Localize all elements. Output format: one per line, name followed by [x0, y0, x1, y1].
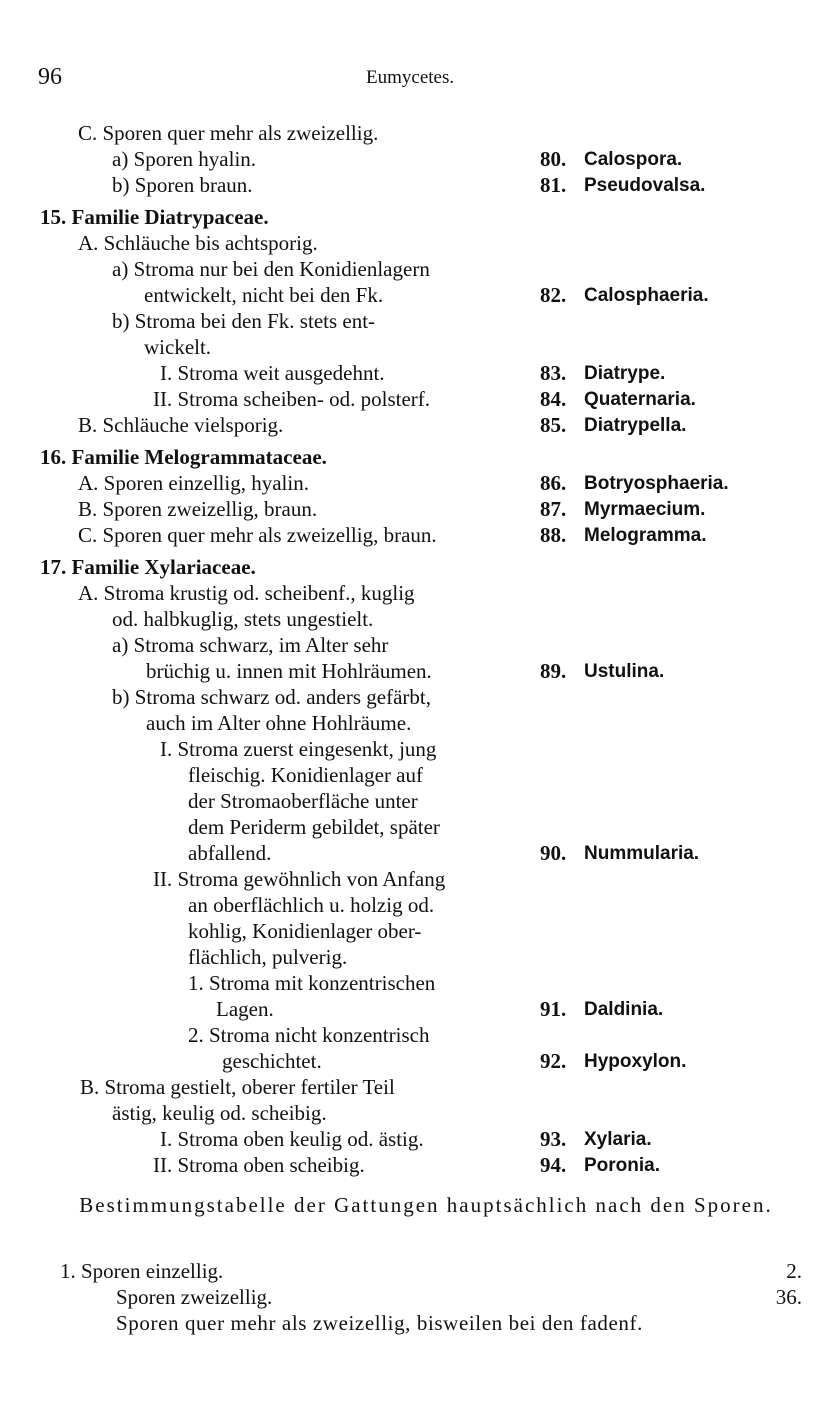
genus-number: 80.	[540, 147, 567, 171]
genus-number: 82.	[540, 283, 567, 307]
table-line: Sporen zweizellig.	[116, 1285, 273, 1309]
key-line: II. Stroma oben scheibig.	[153, 1153, 365, 1177]
genus-name: Myrmaecium.	[584, 499, 706, 520]
genus-name: Calosphaeria.	[584, 285, 709, 306]
key-line: B. Sporen zweizellig, braun.	[78, 497, 318, 521]
running-head: Eumycetes.	[366, 67, 455, 88]
genus-name: Nummularia.	[584, 843, 700, 864]
key-line: entwickelt, nicht bei den Fk.	[144, 283, 384, 307]
key-line: an oberflächlich u. holzig od.	[188, 893, 435, 917]
genus-number: 91.	[540, 997, 567, 1021]
key-line: b) Sporen braun.	[112, 173, 253, 197]
genus-name: Diatrypella.	[584, 415, 687, 436]
genus-number: 93.	[540, 1127, 567, 1151]
family-heading: 16. Familie Melogrammataceae.	[40, 445, 327, 469]
genus-name: Daldinia.	[584, 999, 664, 1020]
key-line: fleischig. Konidienlager auf	[188, 763, 423, 787]
key-line: I. Stroma oben keulig od. ästig.	[160, 1127, 424, 1151]
key-line: flächlich, pulverig.	[188, 945, 348, 969]
key-line: der Stromaoberfläche unter	[188, 789, 418, 813]
key-line: auch im Alter ohne Hohlräume.	[146, 711, 412, 735]
key-line: I. Stroma weit ausgedehnt.	[160, 361, 385, 385]
genus-number: 89.	[540, 659, 567, 683]
genus-number: 87.	[540, 497, 567, 521]
key-line: 1. Stroma mit konzentrischen	[188, 971, 436, 995]
key-line: I. Stroma zuerst eingesenkt, jung	[160, 737, 437, 761]
genus-number: 92.	[540, 1049, 567, 1073]
key-line: od. halbkuglig, stets ungestielt.	[112, 607, 374, 631]
key-line: a) Stroma schwarz, im Alter sehr	[112, 633, 389, 657]
key-line: b) Stroma bei den Fk. stets ent-	[112, 309, 376, 333]
genus-name: Calospora.	[584, 149, 683, 170]
key-line: A. Stroma krustig od. scheibenf., kuglig	[78, 581, 415, 605]
key-line: geschichtet.	[222, 1049, 322, 1073]
page-number: 96	[38, 64, 62, 90]
key-line: abfallend.	[188, 841, 272, 865]
genus-number: 84.	[540, 387, 567, 411]
table-reference: 36.	[775, 1285, 802, 1309]
key-line: Lagen.	[216, 997, 274, 1021]
genus-name: Botryosphaeria.	[584, 473, 729, 494]
key-line: II. Stroma gewöhnlich von Anfang	[153, 867, 446, 891]
genus-number: 88.	[540, 523, 567, 547]
table-line: Sporen quer mehr als zweizellig, bisweilen bei den fadenf.	[116, 1311, 643, 1335]
key-line: brüchig u. innen mit Hohlräumen.	[146, 659, 432, 683]
key-line: wickelt.	[144, 335, 212, 359]
genus-name: Ustulina.	[584, 661, 665, 682]
genus-number: 86.	[540, 471, 567, 495]
table-heading: Bestimmungstabelle der Gattungen hauptsächlich nach den Sporen.	[79, 1193, 773, 1217]
genus-number: 94.	[540, 1153, 567, 1177]
genus-name: Xylaria.	[584, 1129, 652, 1150]
key-line: b) Stroma schwarz od. anders gefärbt,	[112, 685, 431, 709]
genus-name: Hypoxylon.	[584, 1051, 687, 1072]
genus-name: Quaternaria.	[584, 389, 696, 410]
genus-number: 85.	[540, 413, 567, 437]
table-reference: 2.	[786, 1259, 802, 1283]
key-line: ästig, keulig od. scheibig.	[112, 1101, 327, 1125]
key-line: 2. Stroma nicht konzentrisch	[188, 1023, 430, 1047]
genus-number: 90.	[540, 841, 567, 865]
genus-name: Poronia.	[584, 1155, 661, 1176]
key-line: dem Periderm gebildet, später	[188, 815, 440, 839]
key-line: A. Schläuche bis achtsporig.	[78, 231, 318, 255]
table-line: 1. Sporen einzellig.	[60, 1259, 224, 1283]
key-line: kohlig, Konidienlager ober-	[188, 919, 422, 943]
genus-number: 83.	[540, 361, 567, 385]
key-line: II. Stroma scheiben- od. polsterf.	[153, 387, 431, 411]
key-line: a) Stroma nur bei den Konidienlagern	[112, 257, 430, 281]
key-line: B. Schläuche vielsporig.	[78, 413, 284, 437]
genus-name: Diatrype.	[584, 363, 666, 384]
genus-name: Pseudovalsa.	[584, 175, 706, 196]
family-heading: 15. Familie Diatrypaceae.	[40, 205, 269, 229]
key-line: a) Sporen hyalin.	[112, 147, 257, 171]
genus-name: Melogramma.	[584, 525, 707, 546]
key-line: A. Sporen einzellig, hyalin.	[78, 471, 309, 495]
family-heading: 17. Familie Xylariaceae.	[40, 555, 256, 579]
genus-number: 81.	[540, 173, 567, 197]
key-line: C. Sporen quer mehr als zweizellig.	[78, 121, 379, 145]
key-line: B. Stroma gestielt, oberer fertiler Teil	[80, 1075, 395, 1099]
key-line: C. Sporen quer mehr als zweizellig, braun.	[78, 523, 437, 547]
